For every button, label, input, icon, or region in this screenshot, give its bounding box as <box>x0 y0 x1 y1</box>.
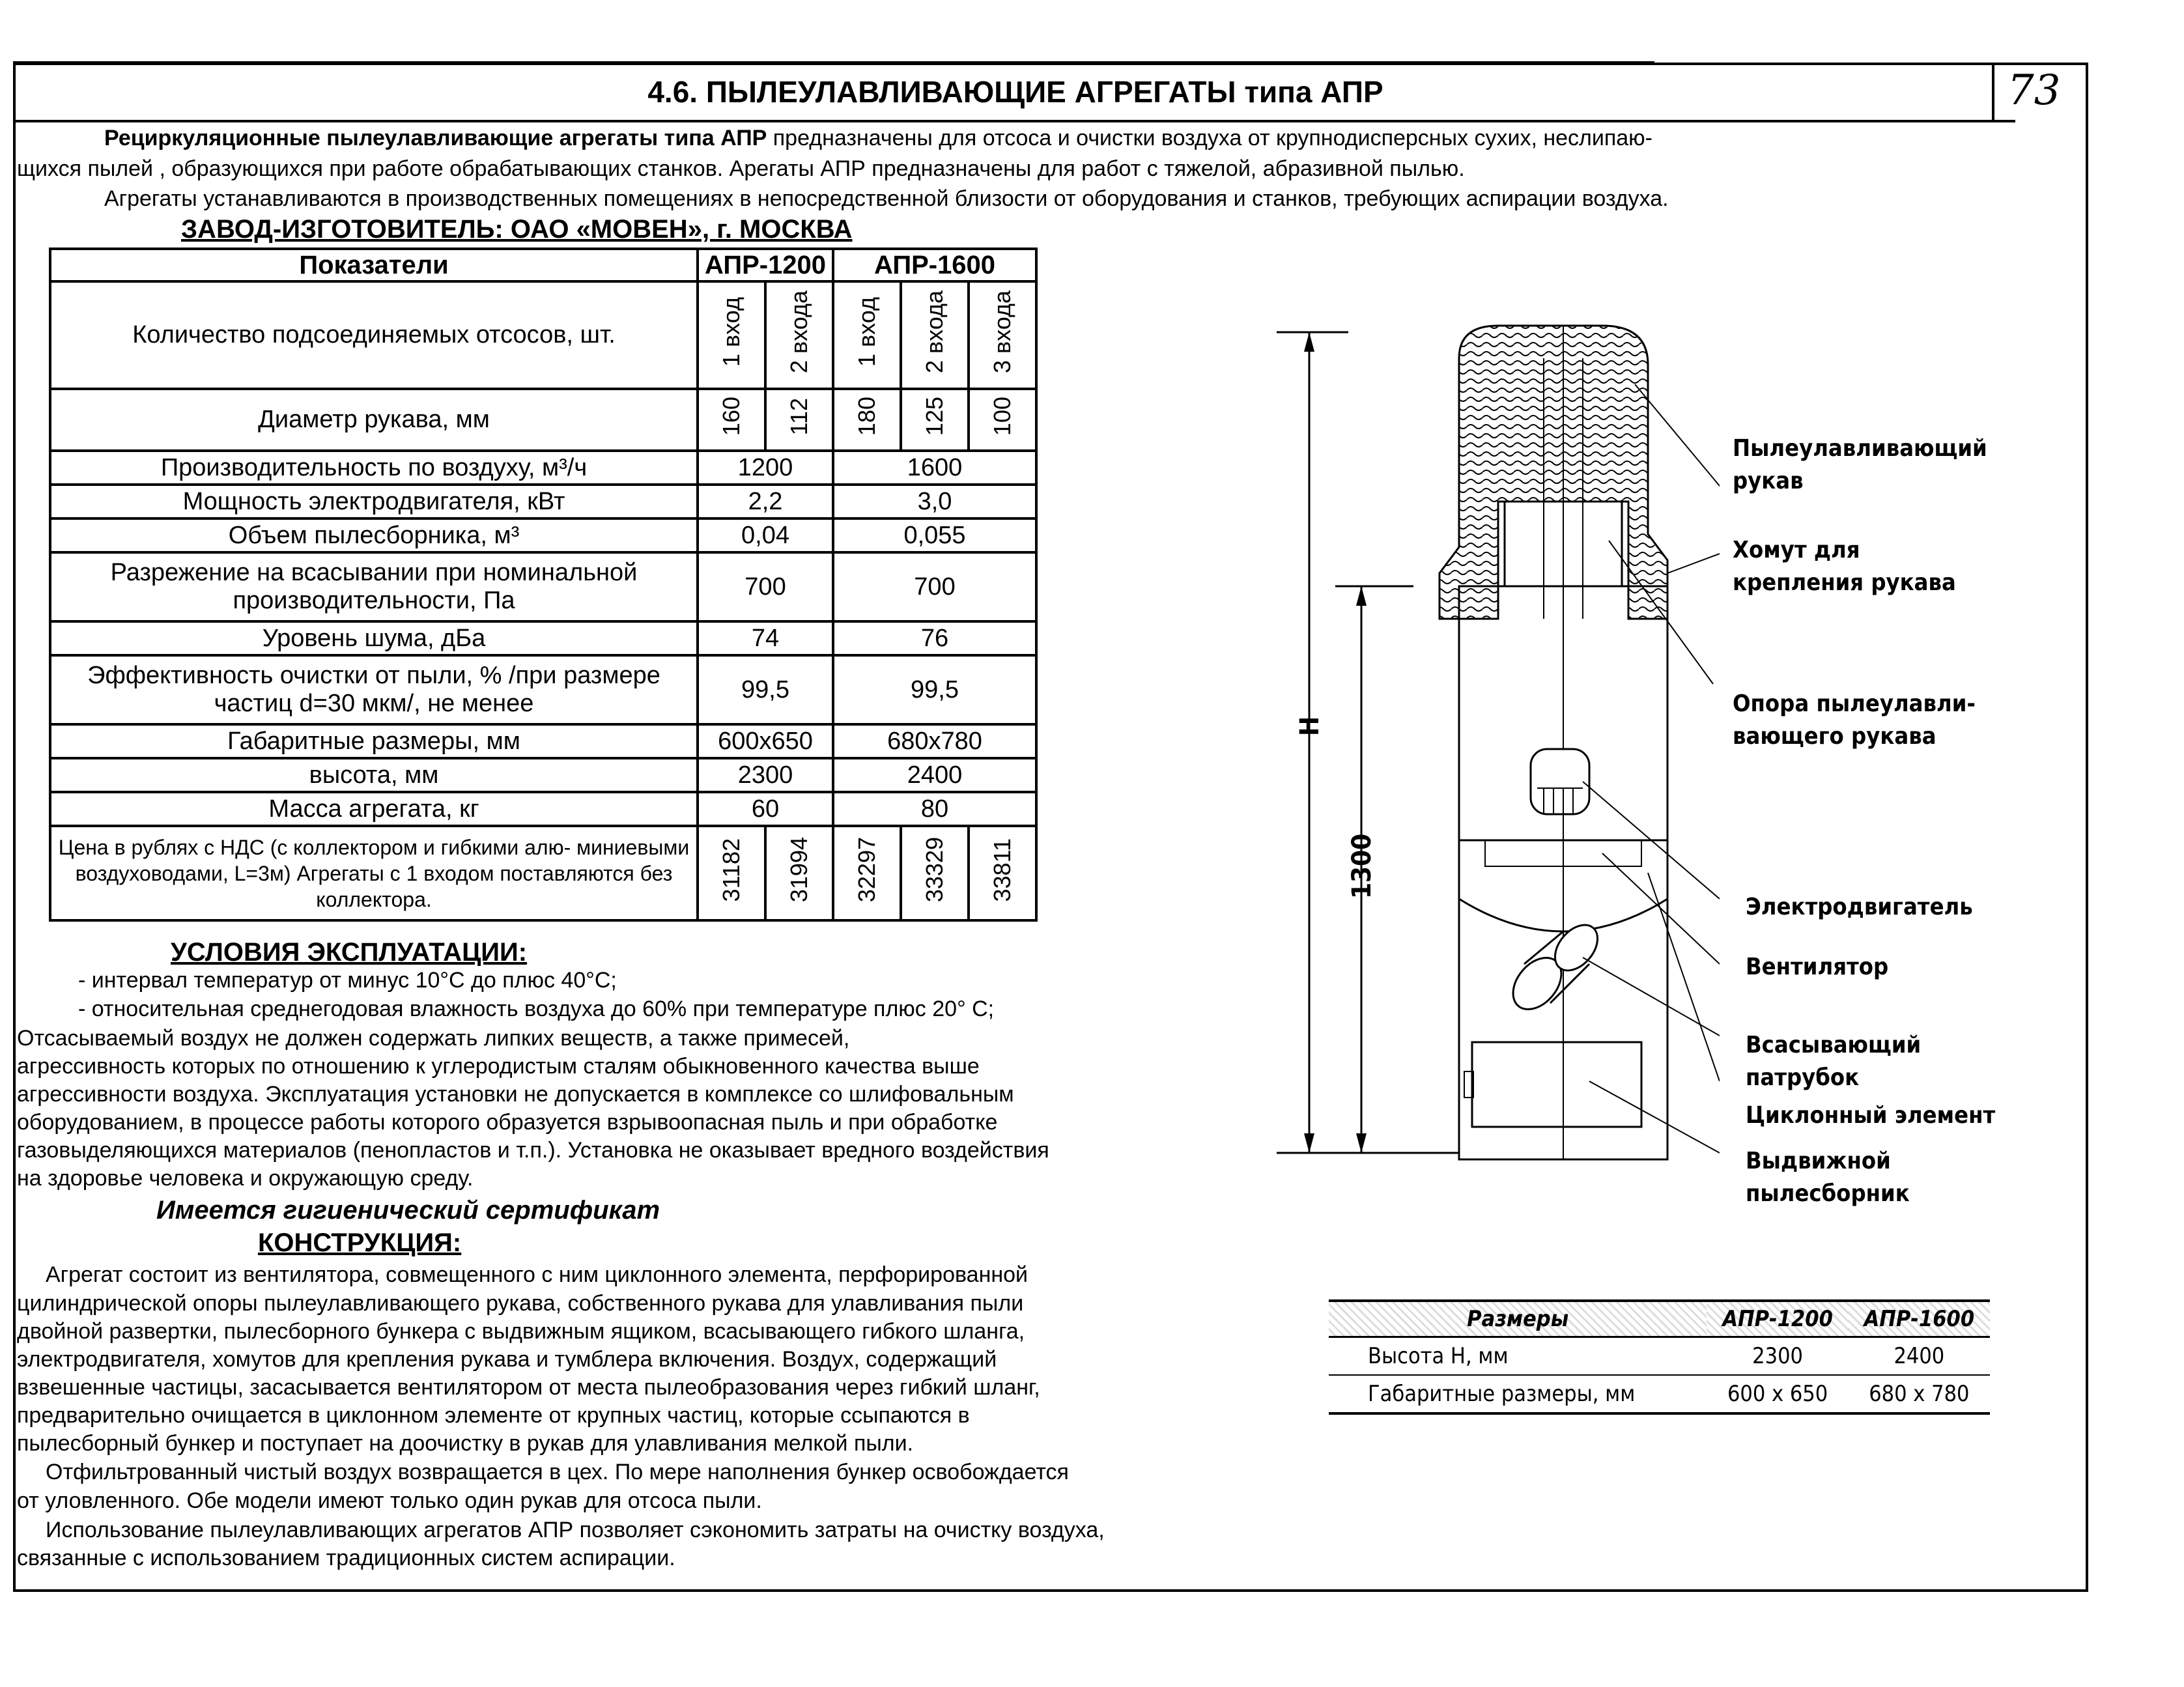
inlets-cell <box>969 281 1036 389</box>
spec-row-apr1200: 600x650 <box>698 724 833 758</box>
conditions-line: агрессивности воздуха. Эксплуатация установки не допускается в комплексе со шлифовальным <box>17 1082 1014 1107</box>
callout-text: Пылеулавливающий <box>1733 435 1987 462</box>
construction-heading: КОНСТРУКЦИЯ: <box>258 1228 462 1257</box>
construction-line: связанные с использованием традиционных систем аспирации. <box>17 1546 675 1570</box>
inlets-cell <box>901 281 969 389</box>
spec-row-label: Мощность электродвигателя, кВт <box>50 485 698 518</box>
price-value: 32297 <box>853 837 880 903</box>
spec-row-apr1200: 2300 <box>698 758 833 792</box>
price-value: 31994 <box>786 837 812 903</box>
spec-row-apr1200: 74 <box>698 621 833 655</box>
construction-line: пылесборный бункер и поступает на доочистку в рукав для улавливания мелкой пыли. <box>17 1431 914 1456</box>
dims-header-apr1600: АПР-1600 <box>1849 1301 1990 1337</box>
construction-line: взвешенные частицы, засасывается вентилятором от места пылеобразования через гибкий шланг, <box>17 1375 1040 1400</box>
intro-lead-rest: предназначены для отсоса и очистки воздуха от крупнодисперсных сухих, неслипаю- <box>767 126 1652 150</box>
callout-text: Электродвигатель <box>1746 894 1973 920</box>
conditions-line: газовыделяющихся материалов (пенопластов и т.п.). Установка не оказывает вредного воздействия <box>17 1138 1049 1163</box>
dims-row-label: Габаритные размеры, мм <box>1329 1375 1707 1413</box>
spec-row-label: Эффективность очистки от пыли, % /при размере частиц d=30 мкм/, не менее <box>50 655 698 724</box>
inlets-value: 1 вход <box>853 297 880 367</box>
callout-drawer <box>1746 1145 1910 1210</box>
construction-line: двойной развертки, пылесборного бункера с выдвижным ящиком, всасывающего гибкого шланга, <box>17 1319 1025 1344</box>
inlets-value: 2 входа <box>786 290 812 373</box>
callout-text: патрубок <box>1746 1064 1860 1091</box>
diameter-cell <box>969 389 1036 451</box>
conditions-line: - интервал температур от минус 10°С до плюс 40°С; <box>78 968 617 993</box>
callout-text: Циклонный элемент <box>1746 1102 1996 1129</box>
price-value: 31182 <box>718 838 745 902</box>
spec-row-label: Габаритные размеры, мм <box>50 724 698 758</box>
spec-row-apr1200: 700 <box>698 552 833 621</box>
callout-fan <box>1746 951 1888 984</box>
callout-text: Опора пылеулавли- <box>1733 690 1976 717</box>
diameter-cell <box>765 389 833 451</box>
callout-text: Выдвижной <box>1746 1148 1891 1174</box>
conditions-heading: УСЛОВИЯ ЭКСПЛУАТАЦИИ: <box>171 938 528 967</box>
construction-line: электродвигателя, хомутов для крепления рукава и тумблера включения. Воздух, содержащий <box>17 1347 997 1372</box>
callout-cyclone <box>1746 1099 1995 1132</box>
spec-row-apr1200: 0,04 <box>698 518 833 552</box>
callout-text: крепления рукава <box>1733 569 1956 596</box>
inlets-value: 1 вход <box>718 297 745 367</box>
spec-row-apr1200: 99,5 <box>698 655 833 724</box>
diameter-value: 160 <box>718 397 745 436</box>
conditions-line: оборудованием, в процессе работы которого образуется взрывоопасная пыль и при обработке <box>17 1110 998 1135</box>
dimensions-table <box>1329 1299 1990 1415</box>
conditions-line: - относительная среднегодовая влажность воздуха до 60% при температуре плюс 20° С; <box>78 997 995 1021</box>
spec-row-label: Уровень шума, дБа <box>50 621 698 655</box>
spec-header-apr1200: АПР-1200 <box>698 249 833 281</box>
intro-line-3: Агрегаты устанавливаются в производственных помещениях в непосредственной близости от оборудования и станков, требующих аспирации воздуха. <box>104 186 1669 211</box>
inlets-cell <box>833 281 901 389</box>
construction-line: от уловленного. Обе модели имеют только один рукав для отсоса пыли. <box>17 1488 762 1513</box>
callout-text: Хомут для <box>1733 537 1860 563</box>
spec-row-apr1600: 700 <box>833 552 1036 621</box>
dims-row-label: Высота Н, мм <box>1329 1337 1707 1376</box>
certificate-note: Имеется гигиенический сертификат <box>156 1196 660 1225</box>
construction-line: предварительно очищается в циклонном элементе от крупных частиц, которые ссыпаются в <box>17 1403 970 1428</box>
dims-header-label: Размеры <box>1329 1301 1707 1337</box>
diameter-cell <box>833 389 901 451</box>
spec-row-label: Масса агрегата, кг <box>50 792 698 826</box>
inlets-label: Количество подсоединяемых отсосов, шт. <box>50 281 698 389</box>
spec-row-apr1600: 99,5 <box>833 655 1036 724</box>
spec-row-apr1200: 2,2 <box>698 485 833 518</box>
diameter-cell <box>901 389 969 451</box>
inlets-cell <box>698 281 765 389</box>
spec-row-label: Производительность по воздуху, м³/ч <box>50 451 698 485</box>
page-number: 73 <box>2007 66 2061 115</box>
callout-text: Вентилятор <box>1746 954 1889 980</box>
callout-bag <box>1733 432 1987 498</box>
spec-row-apr1600: 80 <box>833 792 1036 826</box>
motor <box>1531 749 1589 814</box>
spec-row-label: высота, мм <box>50 758 698 792</box>
spec-row-apr1600: 0,055 <box>833 518 1036 552</box>
diameter-value: 180 <box>853 397 880 436</box>
spec-row-apr1200: 60 <box>698 792 833 826</box>
dims-row-apr1200: 2300 <box>1707 1337 1848 1376</box>
diameter-value: 100 <box>989 397 1015 436</box>
spec-header-param: Показатели <box>50 249 698 281</box>
callout-clamp <box>1733 534 1956 599</box>
conditions-line: на здоровье человека и окружающую среду. <box>17 1166 474 1191</box>
diameter-label: Диаметр рукава, мм <box>50 389 698 451</box>
dims-header-apr1200: АПР-1200 <box>1707 1301 1848 1337</box>
inlets-value: 3 входа <box>989 290 1015 373</box>
page-title: 4.6. ПЫЛЕУЛАВЛИВАЮЩИЕ АГРЕГАТЫ типа АПР <box>647 75 1383 109</box>
construction-line: Использование пылеулавливающих агрегатов АПР позволяет сэкономить затраты на очистку воздуха, <box>46 1518 1105 1542</box>
callout-inlet <box>1746 1029 1921 1094</box>
spec-row-apr1600: 3,0 <box>833 485 1036 518</box>
inlets-value: 2 входа <box>921 290 948 373</box>
price-value: 33329 <box>921 837 948 903</box>
intro-line-1 <box>104 126 1652 151</box>
spec-row-apr1200: 1200 <box>698 451 833 485</box>
title-bar <box>16 65 2015 122</box>
dims-row-apr1600: 2400 <box>1849 1337 1990 1376</box>
price-cell <box>698 826 765 920</box>
diameter-value: 112 <box>786 397 812 436</box>
dimension-label-1300: 1300 <box>1347 833 1377 899</box>
conditions-line: Отсасываемый воздух не должен содержать липких веществ, а также примесей, <box>17 1026 850 1051</box>
price-label: Цена в рублях с НДС (с коллектором и гибкими алю- миниевыми воздуховодами, L=3м) Агрегаты с 1 входом поставляются без коллектора. <box>50 826 698 920</box>
spec-header-apr1600: АПР-1600 <box>833 249 1036 281</box>
dims-row-apr1200: 600 х 650 <box>1707 1375 1848 1413</box>
price-value: 33811 <box>989 838 1015 902</box>
diameter-cell <box>698 389 765 451</box>
diameter-value: 125 <box>921 397 948 436</box>
unit-diagram <box>1264 313 1720 1192</box>
callout-text: пылесборник <box>1746 1180 1910 1207</box>
dimension-label-h: Н <box>1295 716 1325 736</box>
spec-row-apr1600: 680x780 <box>833 724 1036 758</box>
spec-row-label: Разрежение на всасывании при номинальной производительности, Па <box>50 552 698 621</box>
dims-row-apr1600: 680 х 780 <box>1849 1375 1990 1413</box>
price-cell <box>765 826 833 920</box>
callout-motor <box>1746 891 1973 924</box>
intro-lead: Рециркуляционные пылеулавливающие агрегаты типа АПР <box>104 126 767 150</box>
spec-table <box>49 248 1038 922</box>
spec-row-apr1600: 1600 <box>833 451 1036 485</box>
dust-drawer <box>1472 1042 1641 1127</box>
construction-line: цилиндрической опоры пылеулавливающего рукава, собственного рукава для улавливания пыли <box>17 1291 1024 1316</box>
price-cell <box>901 826 969 920</box>
price-cell <box>969 826 1036 920</box>
spec-row-apr1600: 76 <box>833 621 1036 655</box>
callout-support <box>1733 688 1976 753</box>
spec-row-apr1600: 2400 <box>833 758 1036 792</box>
spec-row-label: Объем пылесборника, м³ <box>50 518 698 552</box>
callout-text: Всасывающий <box>1746 1032 1922 1058</box>
callout-text: рукав <box>1733 468 1804 494</box>
manufacturer-heading: ЗАВОД-ИЗГОТОВИТЕЛЬ: ОАО «МОВЕН», г. МОСКВА <box>181 215 853 244</box>
construction-line: Отфильтрованный чистый воздух возвращается в цех. По мере наполнения бункер освобождается <box>46 1460 1069 1484</box>
page-number-box <box>1992 63 2086 120</box>
inlets-cell <box>765 281 833 389</box>
intro-line-2: щихся пылей , образующихся при работе обрабатывающих станков. Арегаты АПР предназначены для работ с тяжелой, абразивной пылью. <box>17 156 1465 181</box>
callout-text: вающего рукава <box>1733 723 1936 750</box>
price-cell <box>833 826 901 920</box>
construction-line: Агрегат состоит из вентилятора, совмещенного с ним циклонного элемента, перфорированной <box>46 1262 1028 1287</box>
conditions-line: агрессивность которых по отношению к углеродистым сталям обыкновенного качества выше <box>17 1054 980 1079</box>
